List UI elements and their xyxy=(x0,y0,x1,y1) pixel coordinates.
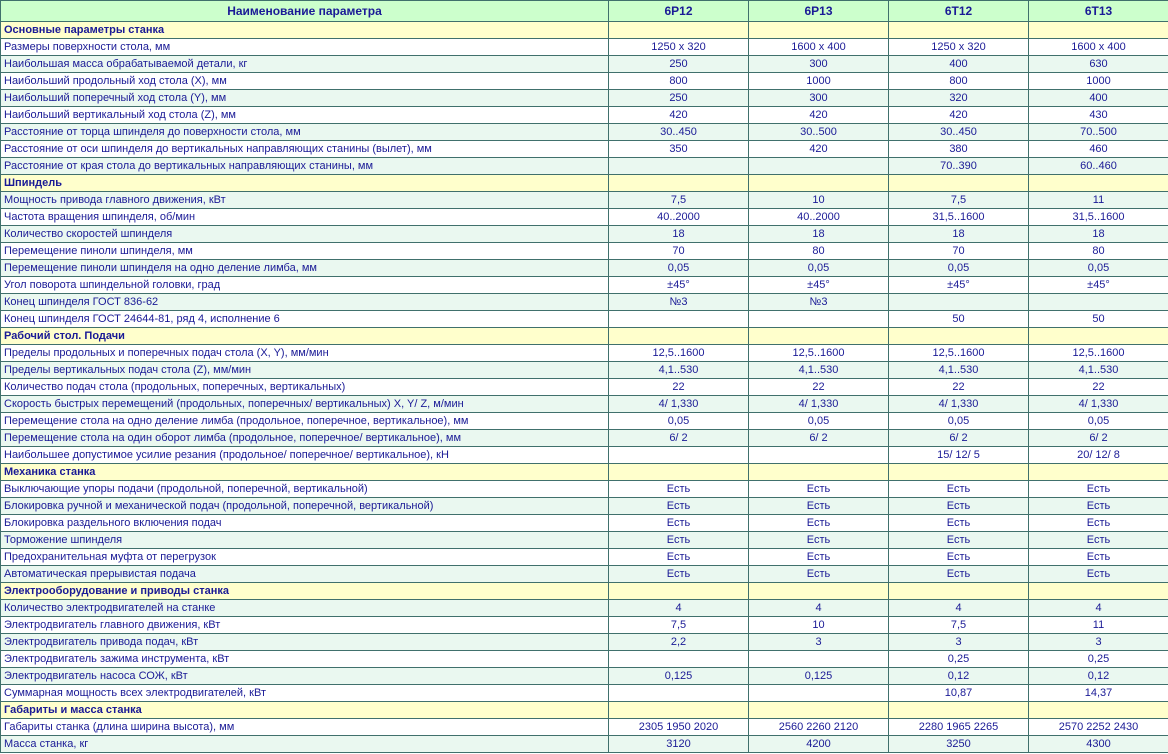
value-cell: ±45° xyxy=(749,277,889,294)
value-cell: 4,1..530 xyxy=(609,362,749,379)
value-cell: 15/ 12/ 5 xyxy=(889,447,1029,464)
value-cell: 400 xyxy=(889,56,1029,73)
value-cell: 0,12 xyxy=(889,668,1029,685)
value-cell: 430 xyxy=(1029,107,1168,124)
table-row xyxy=(1,532,1168,549)
value-cell: 12,5..1600 xyxy=(609,345,749,362)
value-cell: 20/ 12/ 8 xyxy=(1029,447,1168,464)
value-cell: 4,1..530 xyxy=(1029,362,1168,379)
value-cell: №3 xyxy=(609,294,749,311)
table-row xyxy=(1,277,1168,294)
section-title: Основные параметры станка xyxy=(1,22,609,39)
table-row xyxy=(1,260,1168,277)
value-cell: 420 xyxy=(749,107,889,124)
section-empty-cell xyxy=(749,328,889,345)
param-cell: Количество скоростей шпинделя xyxy=(1,226,609,243)
value-cell: 2280 1965 2265 xyxy=(889,719,1029,736)
section-empty-cell xyxy=(889,464,1029,481)
value-cell: 420 xyxy=(749,141,889,158)
table-header-row xyxy=(1,1,1168,22)
section-header-row xyxy=(1,583,1168,600)
value-cell: 4300 xyxy=(1029,736,1168,753)
value-cell: Есть xyxy=(1029,549,1168,566)
value-cell: Есть xyxy=(609,549,749,566)
value-cell: 4 xyxy=(1029,600,1168,617)
value-cell: 1600 x 400 xyxy=(749,39,889,56)
param-cell: Конец шпинделя ГОСТ 836-62 xyxy=(1,294,609,311)
value-cell: Есть xyxy=(1029,498,1168,515)
value-cell: 0,05 xyxy=(609,413,749,430)
column-header-machine-3: 6Т12 xyxy=(889,1,1029,22)
value-cell: 350 xyxy=(609,141,749,158)
value-cell: 420 xyxy=(889,107,1029,124)
table-row xyxy=(1,549,1168,566)
param-cell: Масса станка, кг xyxy=(1,736,609,753)
value-cell: 70 xyxy=(609,243,749,260)
param-cell: Блокировка раздельного включения подач xyxy=(1,515,609,532)
value-cell: Есть xyxy=(889,498,1029,515)
section-empty-cell xyxy=(1029,702,1168,719)
value-cell: 420 xyxy=(609,107,749,124)
param-cell: Скорость быстрых перемещений (продольных, поперечных/ вертикальных) X, Y/ Z, м/мин xyxy=(1,396,609,413)
value-cell: 4,1..530 xyxy=(749,362,889,379)
table-row xyxy=(1,362,1168,379)
value-cell: 6/ 2 xyxy=(889,430,1029,447)
section-empty-cell xyxy=(609,175,749,192)
value-cell: 0,05 xyxy=(889,413,1029,430)
section-title: Рабочий стол. Подачи xyxy=(1,328,609,345)
value-cell: Есть xyxy=(609,515,749,532)
value-cell: 60..460 xyxy=(1029,158,1168,175)
table-row xyxy=(1,311,1168,328)
value-cell: 7,5 xyxy=(609,617,749,634)
section-empty-cell xyxy=(749,583,889,600)
param-cell: Торможение шпинделя xyxy=(1,532,609,549)
table-row xyxy=(1,651,1168,668)
value-cell: 4/ 1,330 xyxy=(749,396,889,413)
value-cell xyxy=(889,294,1029,311)
param-cell: Выключающие упоры подачи (продольной, поперечной, вертикальной) xyxy=(1,481,609,498)
value-cell: Есть xyxy=(609,566,749,583)
value-cell: 70..390 xyxy=(889,158,1029,175)
value-cell: 70..500 xyxy=(1029,124,1168,141)
value-cell: №3 xyxy=(749,294,889,311)
value-cell xyxy=(749,158,889,175)
value-cell: 0,05 xyxy=(1029,413,1168,430)
table-row xyxy=(1,447,1168,464)
param-cell: Электродвигатель привода подач, кВт xyxy=(1,634,609,651)
table-row xyxy=(1,685,1168,702)
value-cell: 50 xyxy=(1029,311,1168,328)
section-empty-cell xyxy=(749,702,889,719)
value-cell: 400 xyxy=(1029,90,1168,107)
table-row xyxy=(1,158,1168,175)
value-cell xyxy=(749,447,889,464)
value-cell: 1600 x 400 xyxy=(1029,39,1168,56)
column-header-machine-1: 6Р12 xyxy=(609,1,749,22)
value-cell: Есть xyxy=(1029,566,1168,583)
value-cell: 30..450 xyxy=(889,124,1029,141)
value-cell: 3250 xyxy=(889,736,1029,753)
param-cell: Мощность привода главного движения, кВт xyxy=(1,192,609,209)
param-cell: Предохранительная муфта от перегрузок xyxy=(1,549,609,566)
param-cell: Частота вращения шпинделя, об/мин xyxy=(1,209,609,226)
value-cell: ±45° xyxy=(609,277,749,294)
value-cell: 0,25 xyxy=(889,651,1029,668)
value-cell: 0,125 xyxy=(749,668,889,685)
value-cell: 250 xyxy=(609,56,749,73)
value-cell: 0,05 xyxy=(889,260,1029,277)
value-cell: 6/ 2 xyxy=(1029,430,1168,447)
value-cell: 1250 x 320 xyxy=(609,39,749,56)
value-cell: 10,87 xyxy=(889,685,1029,702)
value-cell: 0,05 xyxy=(749,260,889,277)
table-row xyxy=(1,345,1168,362)
value-cell: 300 xyxy=(749,90,889,107)
table-row xyxy=(1,566,1168,583)
value-cell: 2305 1950 2020 xyxy=(609,719,749,736)
param-cell: Перемещение пиноли шпинделя на одно деление лимба, мм xyxy=(1,260,609,277)
table-row xyxy=(1,413,1168,430)
section-empty-cell xyxy=(889,328,1029,345)
value-cell: 18 xyxy=(609,226,749,243)
param-cell: Размеры поверхности стола, мм xyxy=(1,39,609,56)
value-cell: 80 xyxy=(1029,243,1168,260)
table-row xyxy=(1,243,1168,260)
value-cell xyxy=(609,447,749,464)
value-cell: Есть xyxy=(609,481,749,498)
value-cell: Есть xyxy=(889,481,1029,498)
value-cell: 3 xyxy=(749,634,889,651)
value-cell: 30..450 xyxy=(609,124,749,141)
value-cell: 4 xyxy=(749,600,889,617)
column-header-machine-2: 6Р13 xyxy=(749,1,889,22)
value-cell: 460 xyxy=(1029,141,1168,158)
value-cell: Есть xyxy=(609,498,749,515)
table-row xyxy=(1,617,1168,634)
value-cell: 31,5..1600 xyxy=(889,209,1029,226)
table-row xyxy=(1,600,1168,617)
table-row xyxy=(1,430,1168,447)
value-cell: 6/ 2 xyxy=(749,430,889,447)
value-cell: Есть xyxy=(889,515,1029,532)
param-cell: Расстояние от края стола до вертикальных направляющих станины, мм xyxy=(1,158,609,175)
section-empty-cell xyxy=(889,583,1029,600)
param-cell: Пределы продольных и поперечных подач стола (X, Y), мм/мин xyxy=(1,345,609,362)
value-cell: 0,125 xyxy=(609,668,749,685)
section-empty-cell xyxy=(889,22,1029,39)
value-cell: 10 xyxy=(749,617,889,634)
value-cell: ±45° xyxy=(889,277,1029,294)
value-cell: 4/ 1,330 xyxy=(889,396,1029,413)
value-cell: Есть xyxy=(1029,532,1168,549)
section-header-row xyxy=(1,464,1168,481)
value-cell: 3120 xyxy=(609,736,749,753)
value-cell: 18 xyxy=(749,226,889,243)
value-cell: 22 xyxy=(749,379,889,396)
value-cell: Есть xyxy=(749,549,889,566)
value-cell: 30..500 xyxy=(749,124,889,141)
value-cell xyxy=(609,651,749,668)
section-empty-cell xyxy=(609,702,749,719)
value-cell: 4 xyxy=(889,600,1029,617)
table-row xyxy=(1,39,1168,56)
value-cell: 18 xyxy=(889,226,1029,243)
table-row xyxy=(1,209,1168,226)
value-cell: 3 xyxy=(1029,634,1168,651)
value-cell: 2570 2252 2430 xyxy=(1029,719,1168,736)
section-title: Шпиндель xyxy=(1,175,609,192)
section-empty-cell xyxy=(1029,328,1168,345)
value-cell: 1000 xyxy=(1029,73,1168,90)
value-cell: 0,05 xyxy=(749,413,889,430)
value-cell: 14,37 xyxy=(1029,685,1168,702)
value-cell: 1250 x 320 xyxy=(889,39,1029,56)
section-empty-cell xyxy=(889,175,1029,192)
table-row xyxy=(1,379,1168,396)
param-cell: Автоматическая прерывистая подача xyxy=(1,566,609,583)
param-cell: Габариты станка (длина ширина высота), мм xyxy=(1,719,609,736)
value-cell: 380 xyxy=(889,141,1029,158)
param-cell: Блокировка ручной и механической подач (продольной, поперечной, вертикальной) xyxy=(1,498,609,515)
param-cell: Электродвигатель главного движения, кВт xyxy=(1,617,609,634)
value-cell: Есть xyxy=(1029,515,1168,532)
value-cell: 0,25 xyxy=(1029,651,1168,668)
section-empty-cell xyxy=(1029,583,1168,600)
value-cell: 31,5..1600 xyxy=(1029,209,1168,226)
param-cell: Перемещение стола на одно деление лимба (продольное, поперечное, вертикальное), мм xyxy=(1,413,609,430)
value-cell: 2560 2260 2120 xyxy=(749,719,889,736)
section-empty-cell xyxy=(889,702,1029,719)
param-cell: Количество подач стола (продольных, поперечных, вертикальных) xyxy=(1,379,609,396)
value-cell: Есть xyxy=(749,515,889,532)
value-cell: Есть xyxy=(609,532,749,549)
value-cell: 80 xyxy=(749,243,889,260)
section-empty-cell xyxy=(749,22,889,39)
table-row xyxy=(1,736,1168,753)
value-cell: Есть xyxy=(749,498,889,515)
param-cell: Количество электродвигателей на станке xyxy=(1,600,609,617)
table-row xyxy=(1,498,1168,515)
value-cell: 50 xyxy=(889,311,1029,328)
value-cell: 2,2 xyxy=(609,634,749,651)
table-row xyxy=(1,107,1168,124)
section-empty-cell xyxy=(1029,22,1168,39)
param-cell: Электродвигатель насоса СОЖ, кВт xyxy=(1,668,609,685)
value-cell: 630 xyxy=(1029,56,1168,73)
table-body xyxy=(1,22,1168,753)
section-empty-cell xyxy=(749,464,889,481)
section-empty-cell xyxy=(609,328,749,345)
value-cell: 7,5 xyxy=(889,617,1029,634)
table-row xyxy=(1,192,1168,209)
value-cell: Есть xyxy=(749,566,889,583)
section-header-row xyxy=(1,175,1168,192)
section-header-row xyxy=(1,22,1168,39)
value-cell xyxy=(749,685,889,702)
table-row xyxy=(1,124,1168,141)
section-title: Механика станка xyxy=(1,464,609,481)
section-empty-cell xyxy=(1029,175,1168,192)
param-cell: Наибольшее допустимое усилие резания (продольное/ поперечное/ вертикальное), кН xyxy=(1,447,609,464)
value-cell: 11 xyxy=(1029,192,1168,209)
value-cell: 10 xyxy=(749,192,889,209)
table-row xyxy=(1,481,1168,498)
value-cell: 6/ 2 xyxy=(609,430,749,447)
value-cell xyxy=(609,311,749,328)
value-cell: Есть xyxy=(889,549,1029,566)
param-cell: Угол поворота шпиндельной головки, град xyxy=(1,277,609,294)
value-cell: 70 xyxy=(889,243,1029,260)
table-row xyxy=(1,719,1168,736)
param-cell: Наибольшая масса обрабатываемой детали, кг xyxy=(1,56,609,73)
param-cell: Пределы вертикальных подач стола (Z), мм/мин xyxy=(1,362,609,379)
value-cell xyxy=(1029,294,1168,311)
column-header-parameter: Наименование параметра xyxy=(1,1,609,22)
param-cell: Наибольший вертикальный ход стола (Z), мм xyxy=(1,107,609,124)
section-header-row xyxy=(1,328,1168,345)
section-empty-cell xyxy=(609,583,749,600)
value-cell: 0,05 xyxy=(609,260,749,277)
value-cell: 22 xyxy=(609,379,749,396)
table-row xyxy=(1,141,1168,158)
param-cell: Электродвигатель зажима инструмента, кВт xyxy=(1,651,609,668)
value-cell: Есть xyxy=(1029,481,1168,498)
value-cell: 22 xyxy=(889,379,1029,396)
section-title: Габариты и масса станка xyxy=(1,702,609,719)
table-row xyxy=(1,396,1168,413)
value-cell: 0,12 xyxy=(1029,668,1168,685)
value-cell xyxy=(609,158,749,175)
value-cell: 12,5..1600 xyxy=(1029,345,1168,362)
value-cell: Есть xyxy=(749,532,889,549)
value-cell xyxy=(749,311,889,328)
value-cell: 7,5 xyxy=(609,192,749,209)
column-header-machine-4: 6Т13 xyxy=(1029,1,1168,22)
param-cell: Расстояние от оси шпинделя до вертикальных направляющих станины (вылет), мм xyxy=(1,141,609,158)
section-empty-cell xyxy=(1029,464,1168,481)
table-row xyxy=(1,73,1168,90)
section-empty-cell xyxy=(749,175,889,192)
param-cell: Перемещение пиноли шпинделя, мм xyxy=(1,243,609,260)
value-cell: 800 xyxy=(609,73,749,90)
value-cell: 4/ 1,330 xyxy=(1029,396,1168,413)
value-cell xyxy=(749,651,889,668)
value-cell: 4200 xyxy=(749,736,889,753)
section-header-row xyxy=(1,702,1168,719)
value-cell: 40..2000 xyxy=(609,209,749,226)
param-cell: Наибольший продольный ход стола (X), мм xyxy=(1,73,609,90)
value-cell: 300 xyxy=(749,56,889,73)
value-cell: 1000 xyxy=(749,73,889,90)
value-cell: Есть xyxy=(749,481,889,498)
value-cell: Есть xyxy=(889,532,1029,549)
value-cell: 3 xyxy=(889,634,1029,651)
section-empty-cell xyxy=(609,464,749,481)
param-cell: Суммарная мощность всех электродвигателей, кВт xyxy=(1,685,609,702)
table-row xyxy=(1,226,1168,243)
value-cell: 4,1..530 xyxy=(889,362,1029,379)
value-cell: 12,5..1600 xyxy=(889,345,1029,362)
value-cell: 4/ 1,330 xyxy=(609,396,749,413)
param-cell: Расстояние от торца шпинделя до поверхности стола, мм xyxy=(1,124,609,141)
param-cell: Конец шпинделя ГОСТ 24644-81, ряд 4, исполнение 6 xyxy=(1,311,609,328)
value-cell: 18 xyxy=(1029,226,1168,243)
value-cell: 11 xyxy=(1029,617,1168,634)
table-row xyxy=(1,56,1168,73)
table-row xyxy=(1,515,1168,532)
value-cell: 0,05 xyxy=(1029,260,1168,277)
section-title: Электрооборудование и приводы станка xyxy=(1,583,609,600)
value-cell: 4 xyxy=(609,600,749,617)
param-cell: Наибольший поперечный ход стола (Y), мм xyxy=(1,90,609,107)
value-cell: 22 xyxy=(1029,379,1168,396)
table-row xyxy=(1,294,1168,311)
table-row xyxy=(1,90,1168,107)
value-cell: Есть xyxy=(889,566,1029,583)
table-row xyxy=(1,668,1168,685)
section-empty-cell xyxy=(609,22,749,39)
param-cell: Перемещение стола на один оборот лимба (продольное, поперечное/ вертикальное), мм xyxy=(1,430,609,447)
value-cell xyxy=(609,685,749,702)
value-cell: 7,5 xyxy=(889,192,1029,209)
value-cell: 40..2000 xyxy=(749,209,889,226)
value-cell: 800 xyxy=(889,73,1029,90)
value-cell: 12,5..1600 xyxy=(749,345,889,362)
value-cell: 250 xyxy=(609,90,749,107)
value-cell: ±45° xyxy=(1029,277,1168,294)
value-cell: 320 xyxy=(889,90,1029,107)
table-row xyxy=(1,634,1168,651)
